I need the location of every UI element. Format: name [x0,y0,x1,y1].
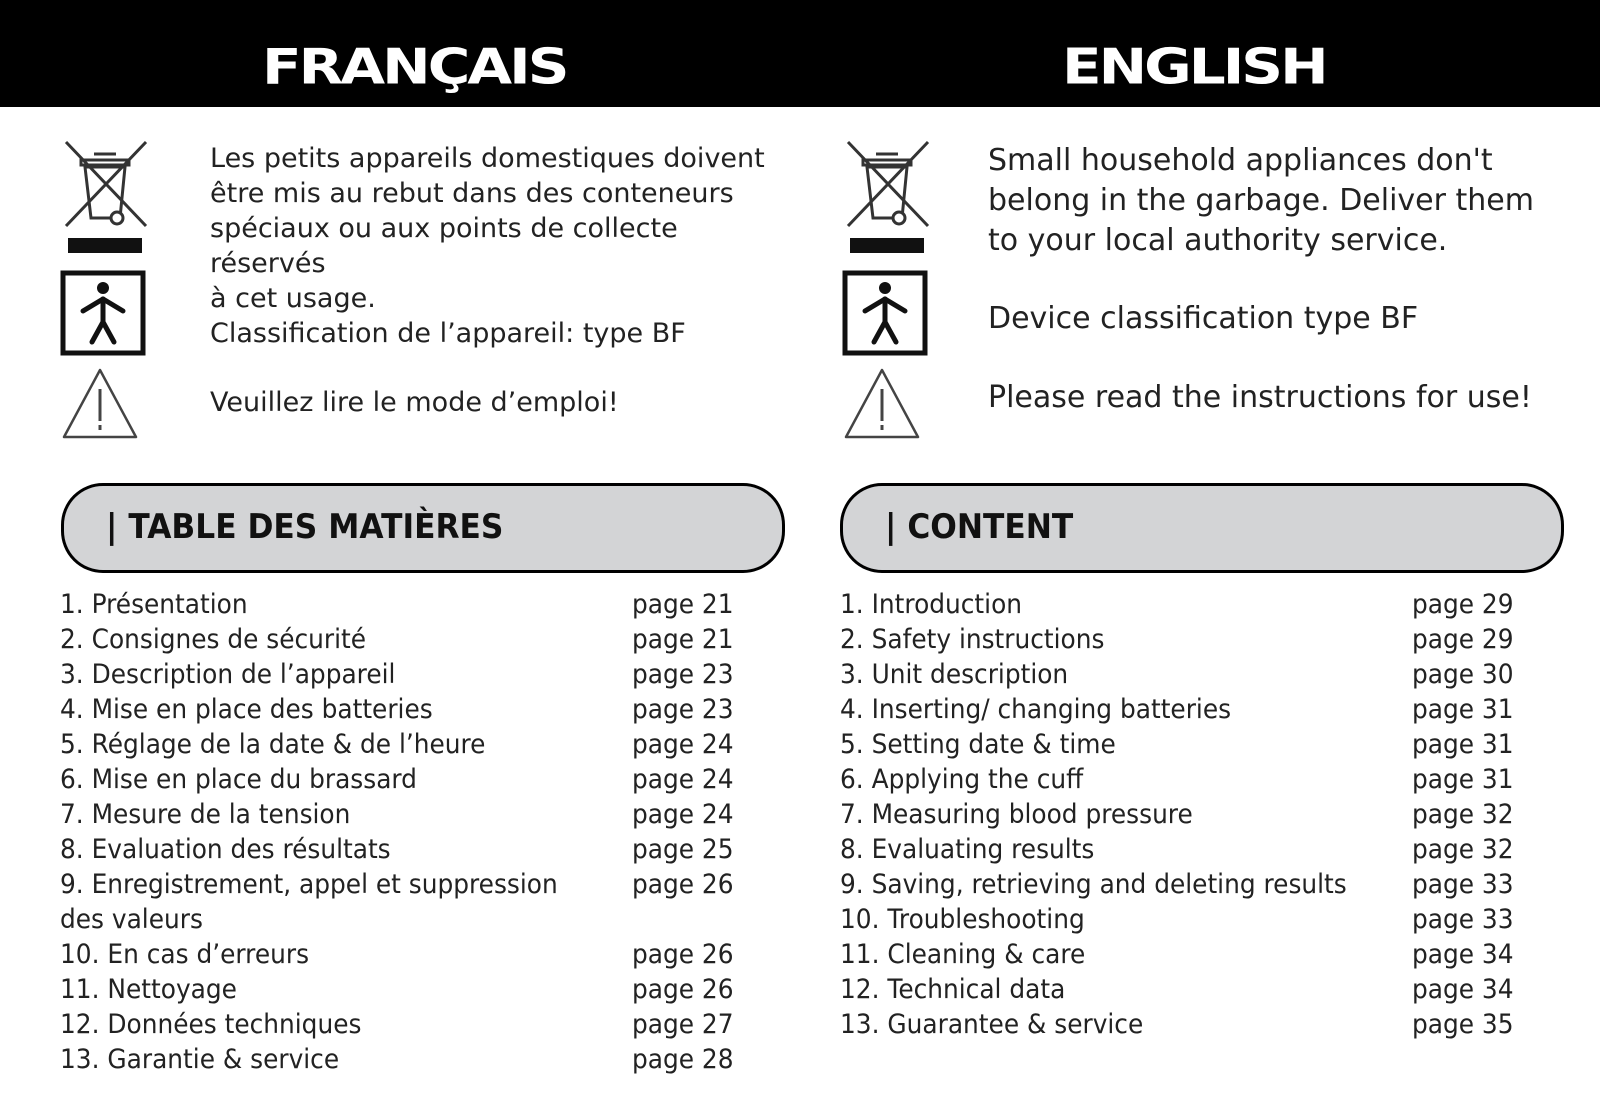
toc-item-page: page 23 [632,659,734,690]
toc-item[interactable] [60,972,760,1007]
warning-text: Please read the instructions for use! [988,380,1532,415]
toc-item[interactable] [840,762,1540,797]
toc-item[interactable] [840,972,1540,1007]
toc-item-label: 9. Saving, retrieving and deleting results [840,869,1347,900]
toc-item-label: 3. Description de l’appareil [60,659,396,690]
toc-item[interactable] [840,622,1540,657]
toc-item-label: 4. Inserting/ changing batteries [840,694,1232,725]
toc-item-label: 9. Enregistrement, appel et suppression des valeurs [60,869,558,935]
warning-icon [842,365,932,443]
toc-item-label: 11. Nettoyage [60,974,237,1005]
toc-heading: | TABLE DES MATIÈRES [106,507,504,547]
francais-title: FRANÇAIS [262,37,567,96]
toc-item-label: 7. Measuring blood pressure [840,799,1193,830]
toc-item-page: page 26 [632,939,734,970]
toc-item-label: 8. Evaluation des résultats [60,834,391,865]
english-column [780,107,1580,1103]
toc-item[interactable] [840,657,1540,692]
toc-item-page: page 32 [1412,834,1514,865]
toc-item[interactable] [60,1007,760,1042]
toc-item-page: page 30 [1412,659,1514,690]
toc-item-page: page 35 [1412,1009,1514,1040]
toc-item[interactable] [840,692,1540,727]
toc-item-label: 1. Présentation [60,589,248,620]
toc-item-page: page 25 [632,834,734,865]
toc-item[interactable] [60,832,760,867]
toc-item-label: 1. Introduction [840,589,1023,620]
toc-item-page: page 34 [1412,974,1514,1005]
toc-item-page: page 29 [1412,624,1514,655]
disposal-text: Small household appliances don't belong in the garbage. Deliver them to your local authority service. [988,143,1534,258]
toc-item[interactable] [60,797,760,832]
toc-item[interactable] [60,867,760,937]
toc-heading-box [840,483,1564,573]
toc-item-page: page 33 [1412,904,1514,935]
toc-item-page: page 26 [632,974,734,1005]
toc-item-label: 11. Cleaning & care [840,939,1086,970]
toc-item-page: page 33 [1412,869,1514,900]
toc-item-label: 2. Safety instructions [840,624,1105,655]
toc-item-page: page 27 [632,1009,734,1040]
toc-item-page: page 31 [1412,764,1514,795]
toc-item[interactable] [60,937,760,972]
toc-item-page: page 21 [632,624,734,655]
toc-item[interactable] [60,762,760,797]
toc-item[interactable] [60,1042,760,1077]
toc-item-page: page 24 [632,799,734,830]
toc-item[interactable] [60,657,760,692]
toc-item-page: page 23 [632,694,734,725]
francais-column [0,107,800,1103]
toc-item-label: 5. Réglage de la date & de l’heure [60,729,486,760]
toc-item[interactable] [60,727,760,762]
toc-item[interactable] [840,902,1540,937]
toc-item[interactable] [840,867,1540,902]
classification-text: Classification de l’appareil: type BF [210,318,686,349]
toc-item[interactable] [840,797,1540,832]
toc-item-label: 12. Données techniques [60,1009,362,1040]
toc-heading: | CONTENT [885,507,1074,547]
type-bf-icon [60,270,150,358]
toc-item[interactable] [840,937,1540,972]
toc-item-page: page 28 [632,1044,734,1075]
toc-item-page: page 32 [1412,799,1514,830]
toc-item[interactable] [840,727,1540,762]
toc-item-page: page 26 [632,869,734,900]
weee-disposal-icon [842,140,932,260]
toc-item-label: 6. Mise en place du brassard [60,764,417,795]
toc-item-label: 13. Garantie & service [60,1044,340,1075]
toc-item-page: page 21 [632,589,734,620]
toc-item-label: 3. Unit description [840,659,1069,690]
toc-item-label: 7. Mesure de la tension [60,799,351,830]
toc-item[interactable] [840,832,1540,867]
toc-item-page: page 31 [1412,694,1514,725]
toc-item[interactable] [840,1007,1540,1042]
toc-item-page: page 24 [632,729,734,760]
classification-text: Device classification type BF [988,301,1419,336]
toc-item-label: 13. Guarantee & service [840,1009,1144,1040]
toc-item-label: 12. Technical data [840,974,1066,1005]
toc-item-page: page 31 [1412,729,1514,760]
header-bar [0,0,1600,107]
toc-item-label: 8. Evaluating results [840,834,1095,865]
toc-item[interactable] [60,622,760,657]
toc-item-label: 10. En cas d’erreurs [60,939,310,970]
toc-item-page: page 24 [632,764,734,795]
toc-item[interactable] [60,692,760,727]
english-title: ENGLISH [1062,37,1326,96]
toc-item-page: page 29 [1412,589,1514,620]
toc-item-label: 2. Consignes de sécurité [60,624,367,655]
toc-item-label: 6. Applying the cuff [840,764,1084,795]
toc-heading-box [61,483,785,573]
weee-disposal-icon [60,140,150,260]
disposal-text: Les petits appareils domestiques doivent être mis au rebut dans des conteneurs spéciaux ou aux points de collecte réservés à cet usage. [210,143,765,314]
type-bf-icon [842,270,932,358]
toc-item[interactable] [840,587,1540,622]
warning-text: Veuillez lire le mode d’emploi! [210,387,619,418]
toc-item-label: 10. Troubleshooting [840,904,1085,935]
toc-item[interactable] [60,587,760,622]
toc-item-label: 5. Setting date & time [840,729,1116,760]
toc-item-page: page 34 [1412,939,1514,970]
table-of-contents [60,587,760,1077]
table-of-contents [840,587,1540,1042]
toc-item-label: 4. Mise en place des batteries [60,694,433,725]
warning-icon [60,365,150,443]
